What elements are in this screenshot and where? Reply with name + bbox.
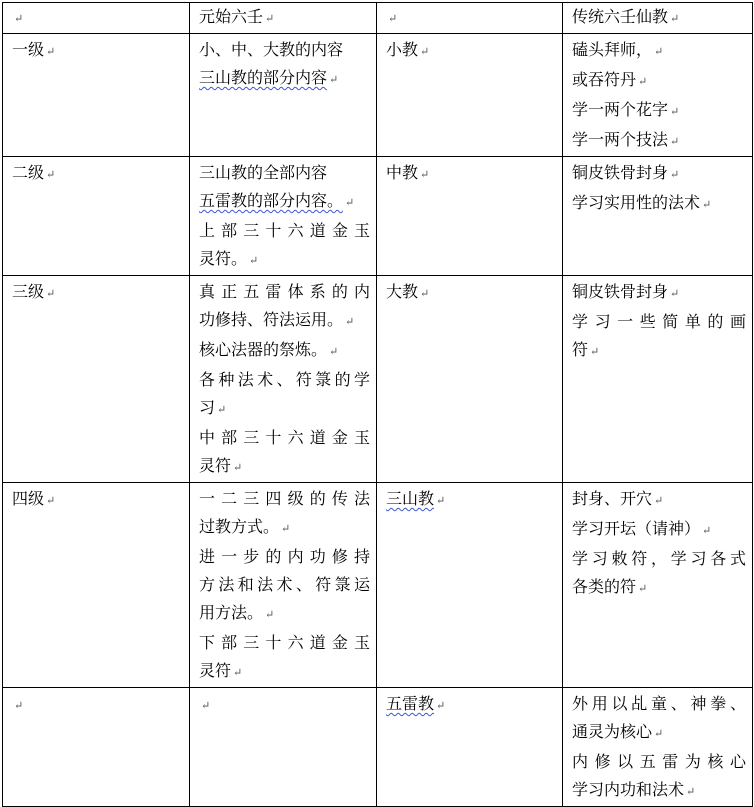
paragraph-mark-icon: ↵	[702, 524, 712, 537]
header-cell-empty-1[interactable]	[3, 3, 190, 34]
cell-line: 学习开坛（请神） ↵	[572, 519, 712, 538]
yuanshi-cell[interactable]	[190, 276, 377, 483]
paragraph-mark-icon: ↵	[345, 196, 355, 209]
cell-line: 磕头拜师， ↵	[572, 40, 664, 59]
paragraph-mark-icon: ↵	[590, 345, 600, 358]
cell-line: 三山教的全部内容	[199, 163, 328, 182]
cell-line: 符 ↵	[572, 340, 600, 359]
cell-line: 学习实用性的法术 ↵	[572, 193, 712, 212]
cell-line: 灵符 ↵	[199, 661, 243, 680]
mid-cell[interactable]: 小教 ↵	[377, 34, 563, 157]
paragraph-mark-icon: ↵	[670, 287, 680, 300]
cell-line: 学一两个技法 ↵	[572, 130, 680, 149]
paragraph-mark-icon: ↵	[670, 135, 680, 148]
cell-line: 进一步的内功修持	[199, 547, 370, 566]
paragraph-mark-icon: ↵	[686, 785, 696, 798]
paragraph-mark-icon: ↵	[46, 45, 56, 58]
cell-line: 上部三十六道金玉	[199, 221, 370, 240]
level-cell[interactable]: 三级 ↵	[3, 276, 190, 483]
paragraph-mark-icon: ↵	[388, 12, 398, 25]
mid-cell[interactable]: 大教 ↵	[377, 276, 563, 483]
paragraph-mark-icon: ↵	[436, 699, 446, 712]
cell-line: 学习一些简单的画	[572, 312, 746, 331]
cell-line: 外用以乩童、神拳、	[572, 694, 746, 713]
cell-line: 习 ↵	[199, 398, 227, 417]
cell-line: 各类的符 ↵	[572, 577, 648, 596]
table-row	[3, 483, 753, 688]
cell-line: 铜皮铁骨封身 ↵	[572, 163, 680, 182]
paragraph-mark-icon: ↵	[14, 12, 24, 25]
paragraph-mark-icon: ↵	[233, 461, 243, 474]
paragraph-mark-icon: ↵	[329, 345, 339, 358]
yuanshi-cell[interactable]	[190, 483, 377, 688]
level-cell[interactable]	[3, 688, 190, 807]
paragraph-mark-icon: ↵	[638, 582, 648, 595]
paragraph-mark-icon: ↵	[654, 45, 664, 58]
chuantong-cell[interactable]	[563, 276, 753, 483]
cell-line: 一二三四级的传法	[199, 489, 370, 508]
level-cell[interactable]: 二级 ↵	[3, 157, 190, 276]
paragraph-mark-icon: ↵	[217, 403, 227, 416]
paragraph-mark-icon: ↵	[702, 198, 712, 211]
cell-line: 用方法。 ↵	[199, 603, 275, 622]
cell-line: 或吞符丹 ↵	[572, 70, 648, 89]
paragraph-mark-icon: ↵	[670, 105, 680, 118]
paragraph-mark-icon: ↵	[654, 727, 664, 740]
cell-line: 灵符 ↵	[199, 456, 243, 475]
chuantong-cell[interactable]	[563, 34, 753, 157]
paragraph-mark-icon: ↵	[249, 254, 259, 267]
cell-line: 中部三十六道金玉	[199, 428, 370, 447]
paragraph-mark-icon: ↵	[420, 287, 430, 300]
cell-line: 学习敕符，学习各式	[572, 549, 746, 568]
cell-line: 真正五雷体系的内	[199, 282, 370, 301]
paragraph-mark-icon: ↵	[670, 168, 680, 181]
cell-line: 封身、开穴 ↵	[572, 489, 664, 508]
level-cell[interactable]: 四级 ↵	[3, 483, 190, 688]
mid-cell[interactable]: 中教 ↵	[377, 157, 563, 276]
mid-cell[interactable]: 五雷教 ↵	[377, 688, 563, 807]
paragraph-mark-icon: ↵	[436, 494, 446, 507]
paragraph-mark-icon: ↵	[345, 315, 355, 328]
cell-line: 小、中、大教的内容	[199, 40, 344, 59]
paragraph-mark-icon: ↵	[201, 699, 211, 712]
chuantong-cell[interactable]	[563, 157, 753, 276]
paragraph-mark-icon: ↵	[670, 12, 680, 25]
cell-line: 学一两个花字 ↵	[572, 100, 680, 119]
paragraph-mark-icon: ↵	[233, 666, 243, 679]
paragraph-mark-icon: ↵	[638, 75, 648, 88]
comparison-table	[2, 2, 753, 807]
table-header-row	[3, 3, 753, 34]
cell-line: 三山教的部分内容 ↵	[199, 68, 339, 87]
cell-line: 方法和法术、符箓运	[199, 575, 370, 594]
paragraph-mark-icon: ↵	[281, 522, 291, 535]
table-row	[3, 34, 753, 157]
cell-line: 学习内功和法术 ↵	[572, 780, 696, 799]
yuanshi-cell[interactable]	[190, 688, 377, 807]
paragraph-mark-icon: ↵	[420, 45, 430, 58]
paragraph-mark-icon: ↵	[46, 168, 56, 181]
cell-line: 下部三十六道金玉	[199, 633, 370, 652]
cell-line: 过教方式。 ↵	[199, 517, 291, 536]
header-cell-chuantong[interactable]: 传统六壬仙教 ↵	[563, 3, 753, 34]
header-cell-empty-3[interactable]	[377, 3, 563, 34]
paragraph-mark-icon: ↵	[265, 608, 275, 621]
level-cell[interactable]: 一级 ↵	[3, 34, 190, 157]
mid-cell[interactable]: 三山教 ↵	[377, 483, 563, 688]
paragraph-mark-icon: ↵	[654, 494, 664, 507]
paragraph-mark-icon: ↵	[265, 12, 275, 25]
paragraph-mark-icon: ↵	[420, 168, 430, 181]
header-cell-yuanshi[interactable]: 元始六壬 ↵	[190, 3, 377, 34]
cell-line: 功修持、符法运用。 ↵	[199, 310, 355, 329]
paragraph-mark-icon: ↵	[14, 699, 24, 712]
paragraph-mark-icon: ↵	[329, 73, 339, 86]
yuanshi-cell[interactable]	[190, 34, 377, 157]
cell-line: 核心法器的祭炼。 ↵	[199, 340, 339, 359]
table-row	[3, 157, 753, 276]
cell-line: 五雷教的部分内容。 ↵	[199, 191, 355, 210]
chuantong-cell[interactable]	[563, 688, 753, 807]
chuantong-cell[interactable]	[563, 483, 753, 688]
paragraph-mark-icon: ↵	[46, 287, 56, 300]
cell-line: 铜皮铁骨封身 ↵	[572, 282, 680, 301]
table-row	[3, 688, 753, 807]
cell-line: 各种法术、符箓的学	[199, 370, 370, 389]
cell-line: 内修以五雷为核心	[572, 752, 746, 771]
paragraph-mark-icon: ↵	[46, 494, 56, 507]
yuanshi-cell[interactable]	[190, 157, 377, 276]
table-row	[3, 276, 753, 483]
cell-line: 通灵为核心 ↵	[572, 722, 664, 741]
cell-line: 灵符。 ↵	[199, 249, 259, 268]
